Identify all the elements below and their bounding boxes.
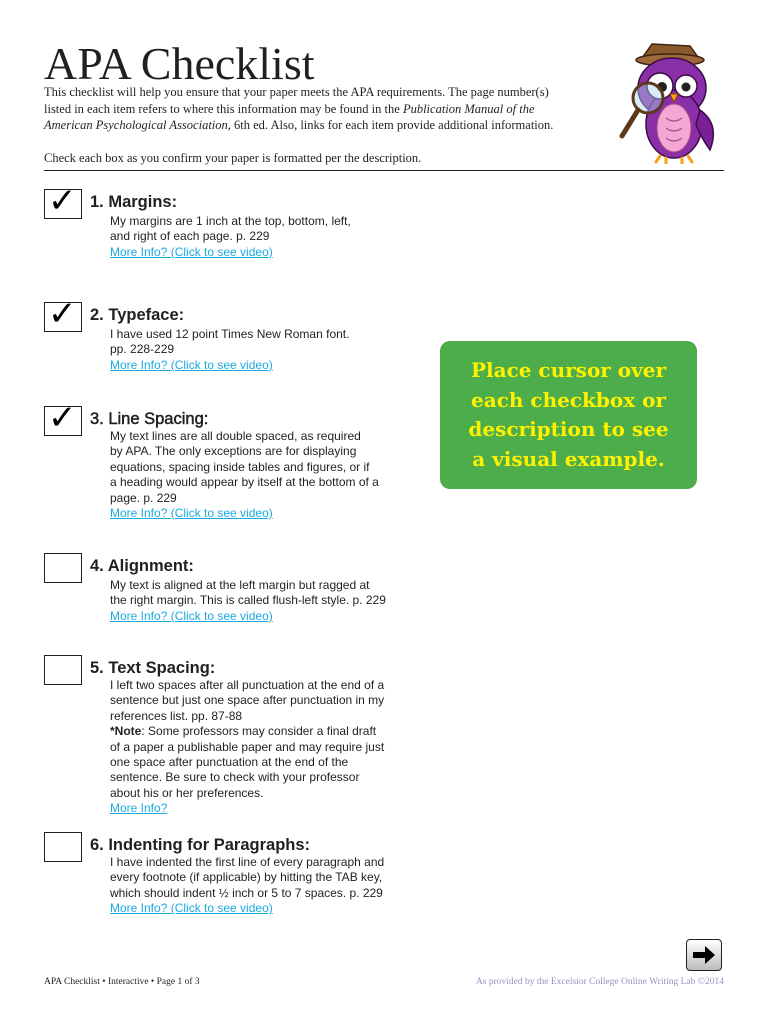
checkbox-margins[interactable] — [44, 181, 82, 221]
description-line: My text is aligned at the left margin but ragged at — [110, 578, 370, 592]
description-line: page. p. 229 — [110, 490, 177, 505]
manual-title: American Psychological Association — [44, 118, 228, 132]
description-line: I have used 12 point Times New Roman font. — [110, 327, 350, 341]
more-info-link[interactable]: More Info? (Click to see video) — [110, 244, 273, 259]
checkbox-line-spacing[interactable] — [44, 398, 82, 438]
note-line: of a paper a publishable paper and may require just — [110, 739, 385, 754]
manual-title: Publication Manual of the — [402, 101, 535, 116]
description-line: My margins are 1 inch at the top, bottom, left, — [110, 214, 351, 228]
note-label: *Note — [110, 724, 142, 739]
tip-line: description to see — [468, 417, 669, 441]
hover-tip-box — [440, 341, 697, 489]
more-info-link[interactable]: More Info? (Click to see video) — [110, 608, 273, 623]
more-info-link[interactable]: More Info? (Click to see video) — [110, 901, 273, 916]
intro-line: , 6th ed. Also, links for each item provide additional information. — [227, 118, 554, 132]
note-line: one space after punctuation at the end of the — [110, 755, 349, 770]
check-mark-icon: ✓ — [48, 294, 77, 334]
tip-line: a visual example. — [472, 446, 665, 471]
footer-page-info: APA Checklist • Interactive • Page 1 of 3 — [44, 977, 200, 987]
note-line: sentence. Be sure to check with your professor — [110, 770, 360, 785]
header-divider — [44, 170, 724, 171]
page-title: APA Checklist — [44, 38, 315, 89]
description-line: the right margin. This is called flush-left style. p. 229 — [110, 593, 386, 608]
item-description[interactable] — [110, 214, 351, 260]
more-info-link[interactable]: More Info? (Click to see video) — [110, 357, 273, 372]
instruction-text: Check each box as you confirm your paper is formatted per the description. — [44, 151, 422, 165]
description-line: I have indented the first line of every paragraph and — [110, 855, 385, 869]
description-line: My text lines are all double spaced, as required — [110, 429, 361, 443]
description-line: which should indent ½ inch or 5 to 7 spaces. p. 229 — [110, 885, 383, 900]
tip-line: Place cursor over — [470, 358, 667, 382]
note-text: : Some professors may consider a final draft — [141, 724, 377, 739]
description-line: sentence but just one space after punctuation in my — [110, 693, 385, 708]
checkbox-alignment[interactable] — [44, 553, 82, 583]
description-line: a heading would appear by itself at the bottom of a — [110, 475, 379, 490]
arrow-right-icon — [691, 944, 717, 966]
description-line: and right of each page. p. 229 — [110, 229, 270, 244]
intro-line: This checklist will help you ensure that your paper meets the APA requirements. The page number(s) — [44, 85, 549, 99]
intro-text — [44, 84, 614, 134]
description-line: references list. pp. 87-88 — [110, 708, 243, 723]
next-page-button[interactable] — [686, 939, 722, 971]
note-line — [110, 724, 384, 739]
description-line: equations, spacing inside tables and figures, or if — [110, 459, 370, 474]
item-description[interactable] — [110, 578, 386, 624]
tip-line: each checkbox or — [471, 387, 666, 412]
description-line: by APA. The only exceptions are for displaying — [110, 444, 357, 459]
checkbox-typeface[interactable] — [44, 294, 82, 334]
item-heading[interactable]: 4. Alignment: — [90, 557, 194, 575]
item-heading[interactable]: 1. Margins: — [90, 193, 178, 211]
checkbox-text-spacing[interactable] — [44, 655, 82, 685]
item-heading[interactable]: 3. Line Spacing: — [90, 410, 209, 428]
description-line: I left two spaces after all punctuation at the end of a — [110, 678, 385, 692]
check-mark-icon: ✓ — [48, 398, 77, 438]
item-heading[interactable]: 6. Indenting for Paragraphs: — [90, 836, 311, 854]
item-description[interactable] — [110, 855, 384, 917]
note-line: about his or her preferences. — [110, 785, 264, 800]
item-description[interactable] — [110, 678, 384, 817]
description-line: pp. 228-229 — [110, 342, 175, 357]
footer-credit: As provided by the Excelsior College Online Writing Lab ©2014 — [475, 977, 724, 987]
item-description[interactable] — [110, 327, 349, 373]
more-info-link[interactable]: More Info? — [110, 801, 168, 816]
item-description[interactable] — [110, 429, 379, 521]
owl-detective-icon — [612, 40, 724, 164]
description-line: every footnote (if applicable) by hitting the TAB key, — [110, 870, 383, 885]
item-heading[interactable]: 2. Typeface: — [90, 306, 185, 324]
more-info-link[interactable]: More Info? (Click to see video) — [110, 506, 273, 521]
item-heading[interactable]: 5. Text Spacing: — [90, 659, 216, 677]
checkbox-indenting[interactable] — [44, 832, 82, 862]
check-mark-icon: ✓ — [48, 181, 77, 221]
intro-line: listed in each item refers to where this information may be found in the — [44, 101, 403, 116]
